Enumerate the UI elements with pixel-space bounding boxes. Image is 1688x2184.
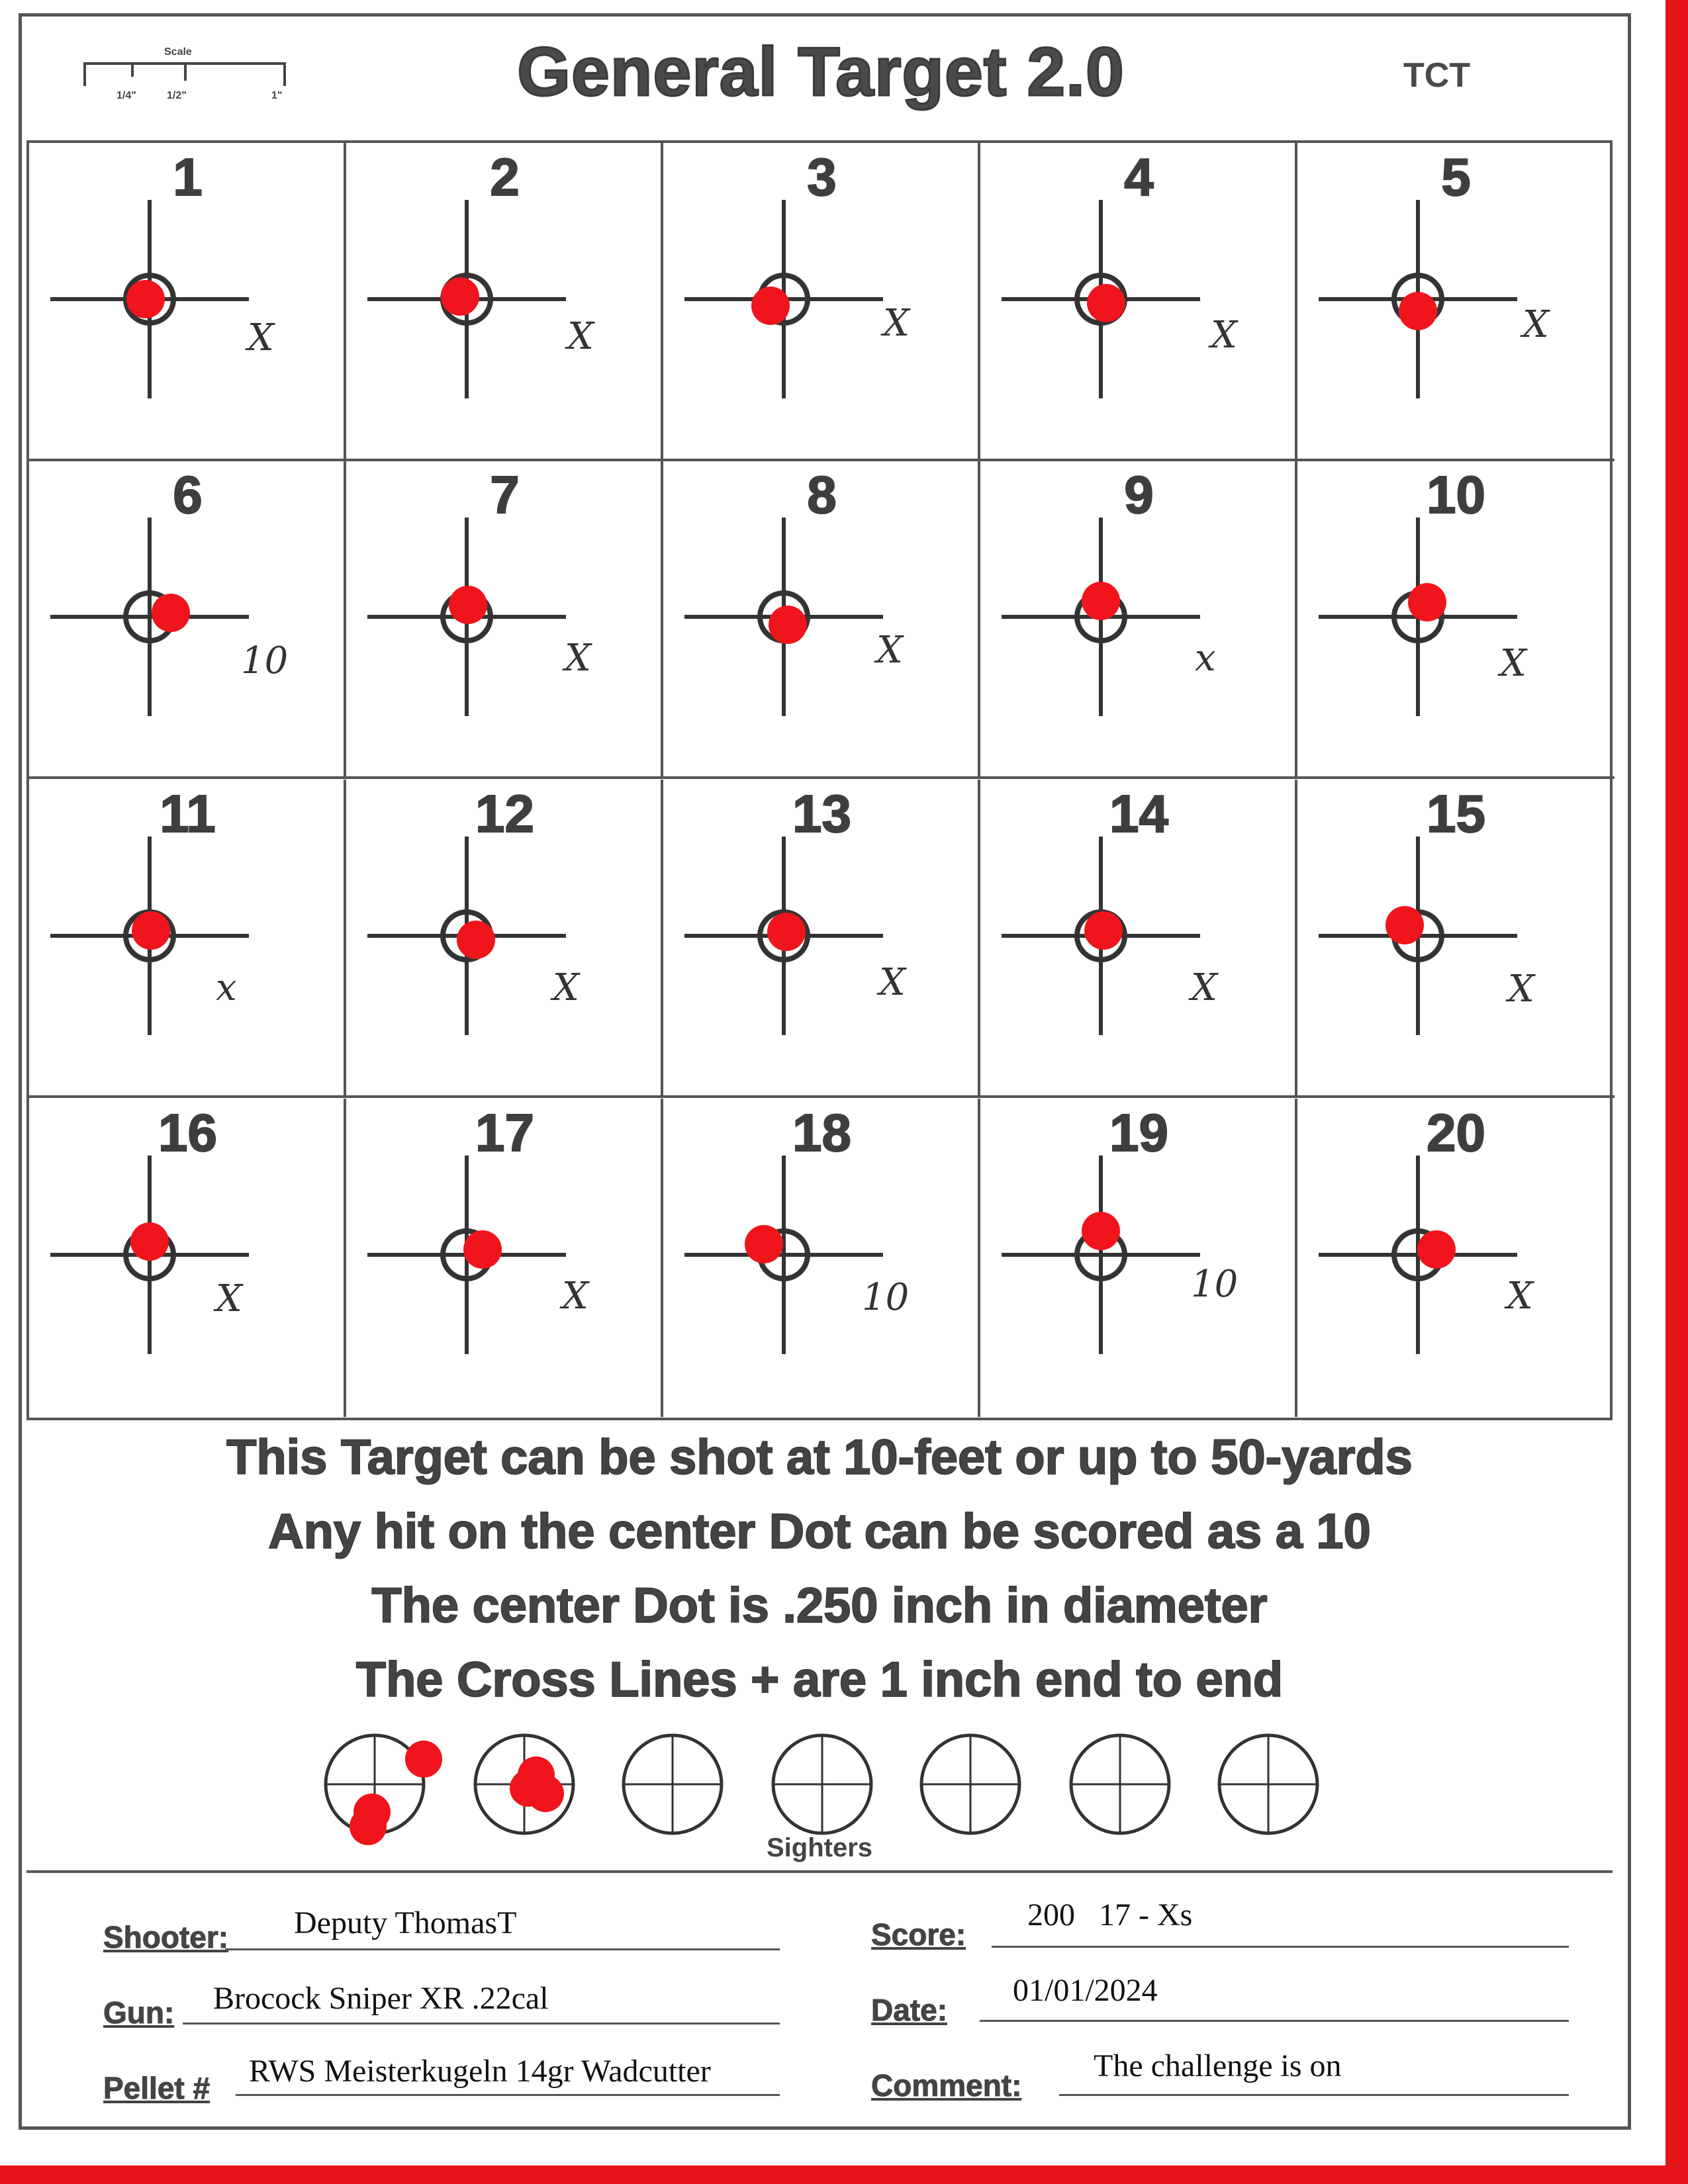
handwritten-score-mark: 10 — [1191, 1263, 1239, 1306]
target-cell-8 — [663, 461, 980, 779]
scale-tick-2 — [184, 62, 187, 81]
pellet-underline — [236, 2094, 780, 2096]
info-line-3: The center Dot is .250 inch in diameter — [371, 1578, 1268, 1633]
scale-tick-0 — [83, 62, 86, 86]
handwritten-score-mark: X — [248, 316, 274, 359]
target-cell-4 — [980, 143, 1297, 461]
target-cell-12 — [346, 780, 663, 1098]
handwritten-score-mark: X — [1500, 642, 1526, 685]
info-line-1: This Target can be shot at 10-feet or up to 50-yards — [226, 1430, 1413, 1484]
shot-hole — [132, 911, 170, 950]
target-number: 18 — [792, 1103, 851, 1162]
crosshair-target — [980, 143, 1297, 461]
target-cell-19 — [980, 1099, 1297, 1417]
crosshair-target — [346, 461, 663, 779]
handwritten-score-mark: X — [1211, 314, 1237, 357]
scale-tick-1 — [131, 62, 134, 77]
date-underline — [980, 2020, 1569, 2022]
info-line-2: Any hit on the center Dot can be scored as a 10 — [268, 1504, 1371, 1559]
scale-label: Scale — [164, 46, 192, 58]
shooter-underline — [225, 1948, 780, 1950]
target-number: 6 — [173, 465, 203, 524]
target-number: 3 — [807, 148, 837, 206]
crosshair-target — [663, 461, 980, 779]
target-cell-10 — [1297, 461, 1615, 779]
target-cell-7 — [346, 461, 663, 779]
pellet-label: Pellet # — [103, 2071, 211, 2105]
target-grid — [26, 140, 1613, 1420]
target-number: 1 — [173, 148, 203, 206]
handwritten-score-mark: 10 — [862, 1276, 910, 1319]
sighter-target-7 — [1219, 1735, 1317, 1833]
target-cell-18 — [663, 1099, 980, 1417]
target-number: 16 — [158, 1103, 217, 1162]
score-label: Score: — [871, 1917, 966, 1952]
target-cell-20 — [1297, 1099, 1615, 1417]
crosshair-target — [980, 780, 1297, 1098]
scale-tick-label-quarter: 1/4" — [117, 90, 136, 101]
crosshair-target — [663, 780, 980, 1098]
handwritten-score-mark: X — [1523, 303, 1549, 346]
target-number: 9 — [1124, 465, 1154, 524]
brand-label: TCT — [1403, 56, 1471, 95]
pellet-value: RWS Meisterkugeln 14gr Wadcutter — [249, 2054, 711, 2089]
crosshair-target — [29, 461, 346, 779]
handwritten-score-mark: X — [1508, 968, 1534, 1011]
crosshair-target — [346, 1099, 663, 1417]
target-number: 4 — [1124, 148, 1154, 206]
sighter-target-4 — [773, 1735, 871, 1833]
handwritten-score-mark: X — [565, 637, 591, 680]
scale-indicator — [78, 46, 297, 113]
handwritten-score-mark: X — [216, 1277, 242, 1320]
shot-hole — [1082, 1212, 1120, 1250]
target-cell-14 — [980, 780, 1297, 1098]
shooter-label: Shooter: — [103, 1920, 229, 1954]
scale-tick-3 — [283, 62, 286, 86]
target-cell-5 — [1297, 143, 1615, 461]
info-text — [26, 1420, 1613, 1717]
target-number: 7 — [490, 465, 520, 524]
crosshair-target — [29, 780, 346, 1098]
sighter-shot-hole — [405, 1741, 442, 1778]
crosshair-target — [980, 1099, 1297, 1417]
gun-label: Gun: — [103, 1995, 175, 2030]
handwritten-score-mark: x — [1195, 637, 1216, 680]
crosshair-target — [1297, 461, 1615, 779]
target-number: 13 — [792, 784, 851, 843]
scale-tick-label-half: 1/2" — [167, 90, 187, 101]
shot-hole — [1087, 284, 1125, 322]
shot-hole — [767, 913, 806, 951]
shooter-value: Deputy ThomasT — [294, 1905, 517, 1940]
shot-hole — [1084, 911, 1123, 950]
crosshair-target — [1297, 143, 1615, 461]
date-label: Date: — [871, 1993, 948, 2027]
date-value: 01/01/2024 — [1013, 1973, 1158, 2008]
comment-label: Comment: — [871, 2068, 1022, 2103]
red-page-edge-right — [1665, 0, 1688, 2184]
scale-tick-label-inch: 1" — [271, 90, 283, 101]
target-number: 2 — [490, 148, 520, 206]
shot-hole — [130, 1222, 169, 1261]
target-number: 8 — [807, 465, 837, 524]
sighters-label: Sighters — [766, 1833, 873, 1862]
target-number: 12 — [475, 784, 534, 843]
crosshair-target — [29, 1099, 346, 1417]
shot-hole — [1417, 1230, 1456, 1269]
shot-hole — [1385, 906, 1424, 944]
target-number: 15 — [1427, 784, 1485, 843]
handwritten-score-mark: X — [553, 966, 579, 1009]
crosshair-target — [1297, 780, 1615, 1098]
handwritten-score-mark: 10 — [241, 639, 289, 682]
target-number: 17 — [475, 1103, 534, 1162]
target-cell-13 — [663, 780, 980, 1098]
target-number: 20 — [1427, 1103, 1485, 1162]
target-cell-3 — [663, 143, 980, 461]
handwritten-score-mark: X — [567, 315, 594, 358]
handwritten-score-mark: X — [1191, 966, 1217, 1009]
target-number: 19 — [1109, 1103, 1168, 1162]
crosshair-target — [1297, 1099, 1615, 1417]
shot-hole — [463, 1230, 502, 1269]
crosshair-target — [980, 461, 1297, 779]
sighters-row — [26, 1727, 1613, 1866]
shot-hole — [152, 594, 190, 632]
crosshair-target — [663, 143, 980, 461]
target-number: 11 — [160, 784, 216, 843]
score-underline — [992, 1946, 1569, 1948]
handwritten-score-mark: x — [216, 966, 237, 1009]
shot-hole — [126, 280, 165, 318]
sighter-target-5 — [921, 1735, 1019, 1833]
target-number: 10 — [1427, 465, 1485, 524]
target-cell-9 — [980, 461, 1297, 779]
shot-hole — [751, 287, 790, 325]
shot-hole — [449, 586, 487, 624]
handwritten-score-mark: X — [876, 629, 903, 672]
comment-underline — [1059, 2094, 1569, 2096]
comment-value: The challenge is on — [1094, 2048, 1342, 2083]
shot-hole — [1082, 582, 1120, 620]
target-cell-16 — [29, 1099, 346, 1417]
gun-value: Brocock Sniper XR .22cal — [213, 1981, 549, 2016]
sighter-shot-hole — [518, 1756, 555, 1794]
crosshair-target — [346, 780, 663, 1098]
target-cell-6 — [29, 461, 346, 779]
target-cell-2 — [346, 143, 663, 461]
crosshair-target — [346, 143, 663, 461]
score-value: 200 17 - Xs — [1027, 1897, 1193, 1933]
shot-hole — [745, 1225, 783, 1263]
handwritten-score-mark: X — [1507, 1275, 1533, 1318]
page-title: General Target 2.0 — [517, 34, 1125, 111]
target-number: 5 — [1441, 148, 1471, 206]
shot-hole — [1399, 292, 1437, 330]
target-cell-11 — [29, 780, 346, 1098]
crosshair-target — [29, 143, 346, 461]
shot-hole — [769, 606, 807, 644]
crosshair-target — [663, 1099, 980, 1417]
sighter-target-6 — [1071, 1735, 1169, 1833]
sighter-target-3 — [624, 1735, 722, 1833]
shot-hole — [457, 921, 495, 959]
gun-underline — [183, 2023, 780, 2025]
handwritten-score-mark: X — [883, 302, 910, 345]
red-page-edge-bottom — [0, 2165, 1688, 2184]
target-cell-15 — [1297, 780, 1615, 1098]
target-cell-17 — [346, 1099, 663, 1417]
target-number: 14 — [1109, 784, 1168, 843]
handwritten-score-mark: X — [562, 1275, 588, 1318]
shot-hole — [1408, 583, 1446, 621]
score-footer — [26, 1870, 1613, 2122]
info-line-4: The Cross Lines + are 1 inch end to end — [355, 1652, 1284, 1707]
handwritten-score-mark: X — [879, 961, 906, 1004]
shot-hole — [441, 277, 479, 316]
target-cell-1 — [29, 143, 346, 461]
